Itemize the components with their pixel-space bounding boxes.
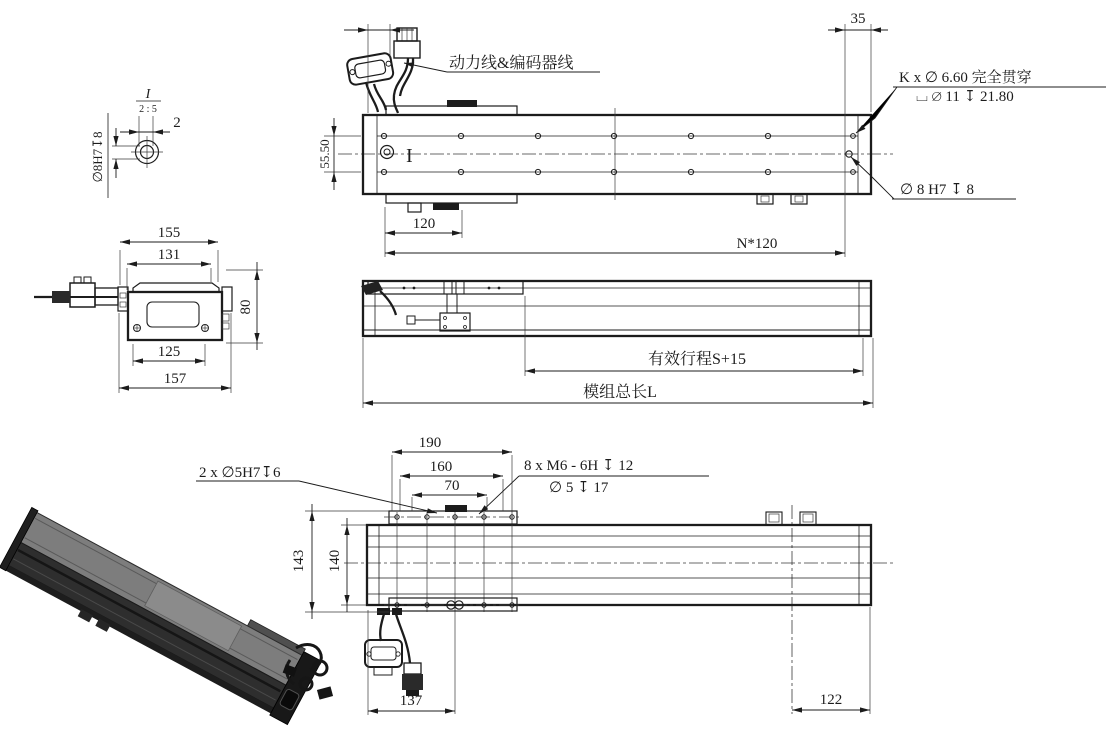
detail-view-i bbox=[90, 87, 181, 198]
dim-70-text: 70 bbox=[444, 478, 460, 494]
cable-note-text: 动力线&编码器线 bbox=[449, 55, 574, 72]
dim-125-text: 125 bbox=[157, 344, 181, 360]
pin-note-callout bbox=[196, 465, 438, 516]
dim-122 bbox=[792, 607, 870, 714]
dim-190-text: 190 bbox=[418, 435, 442, 451]
detail-hole-callout bbox=[90, 113, 140, 198]
detail-hole-note: ∅8H7↧8 bbox=[90, 131, 105, 183]
pin-hole-note: ∅ 8 H7 ↧ 8 bbox=[900, 182, 974, 198]
cable-note bbox=[403, 54, 600, 72]
bottom-view-body bbox=[367, 525, 871, 605]
pin-hole-callout bbox=[849, 155, 1016, 199]
end-view-hat bbox=[133, 283, 219, 292]
isometric-3d-view bbox=[0, 503, 333, 728]
stroke-note: 有效行程S+15 bbox=[648, 351, 746, 368]
dim-143-text: 143 bbox=[291, 549, 307, 573]
dim-120 bbox=[385, 207, 462, 257]
dim-120-text: 120 bbox=[412, 216, 436, 232]
side-view-connector bbox=[361, 281, 383, 295]
dsub-connector-top bbox=[346, 52, 394, 85]
dim-155-text: 155 bbox=[157, 225, 181, 241]
detail-view-scale: 2 : 5 bbox=[139, 104, 157, 115]
dim-35-text: 35 bbox=[850, 11, 866, 27]
top-view-body bbox=[363, 115, 871, 194]
thread-note-1: 8 x M6 - 6H ↧ 12 bbox=[524, 458, 634, 474]
top-plan-view bbox=[317, 11, 1106, 257]
motor-connector-assembly bbox=[346, 28, 420, 113]
dim-n120-text: N*120 bbox=[736, 236, 778, 252]
dim-2-text: 2 bbox=[173, 115, 181, 131]
detail-ref-hole bbox=[381, 146, 394, 159]
carriage-key-tab bbox=[447, 100, 477, 107]
dim-122-text: 122 bbox=[819, 692, 843, 708]
counterbore-callout bbox=[854, 69, 1106, 135]
bottom-connector-assembly bbox=[365, 608, 423, 696]
dim-35 bbox=[828, 11, 888, 112]
round-connector bbox=[404, 663, 421, 674]
detail-view-label: I bbox=[145, 87, 151, 102]
dim-140-text: 140 bbox=[327, 549, 343, 573]
dim-160-text: 160 bbox=[429, 459, 453, 475]
side-view-body bbox=[363, 281, 871, 336]
dim-n120 bbox=[385, 236, 845, 256]
pin-note-text: 2 x ∅5H7↧6 bbox=[199, 465, 281, 481]
end-view-slot bbox=[147, 302, 199, 327]
end-view-body bbox=[128, 292, 222, 340]
end-view-connector bbox=[34, 277, 118, 307]
dim-55-50-text: 55.50 bbox=[317, 139, 332, 169]
carriage-plate-bottom bbox=[386, 194, 517, 203]
end-cross-section-view bbox=[34, 225, 263, 393]
side-elevation-view bbox=[361, 281, 873, 408]
dim-80-text: 80 bbox=[238, 299, 254, 315]
dim-140 bbox=[327, 518, 366, 612]
dim-157-text: 157 bbox=[163, 371, 187, 387]
counterbore-note-2: ⌴ ∅ 11 ↧ 21.80 bbox=[916, 89, 1014, 105]
total-length-note: 模组总长L bbox=[583, 384, 657, 401]
detail-marker: I bbox=[406, 145, 413, 167]
carriage-plate-top bbox=[386, 106, 517, 115]
dim-131-text: 131 bbox=[157, 247, 181, 263]
dim-137-text: 137 bbox=[399, 693, 423, 709]
counterbore-note-1: K x ∅ 6.60 完全贯穿 bbox=[899, 70, 1032, 86]
dim-total-length bbox=[363, 338, 873, 408]
thread-note-2: ∅ 5 ↧ 17 bbox=[549, 480, 609, 496]
dim-125 bbox=[133, 344, 205, 366]
